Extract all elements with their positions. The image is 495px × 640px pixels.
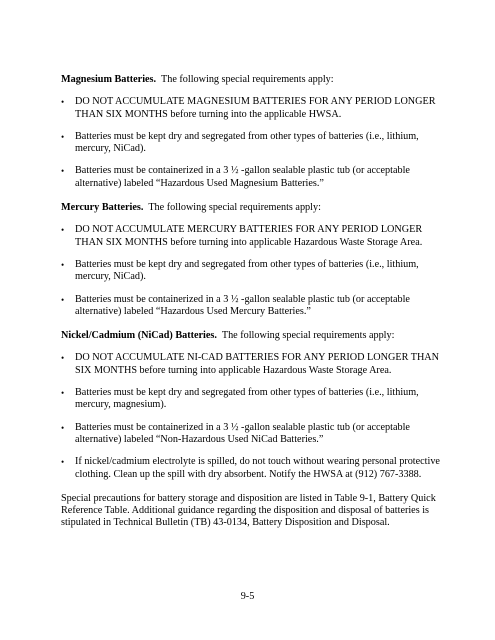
- bullet-icon: •: [61, 131, 65, 142]
- bullet-icon: •: [61, 259, 65, 270]
- section-intro-text: The following special requirements apply:: [221, 330, 395, 342]
- list-item: [61, 294, 441, 319]
- mercury-requirements-list: [61, 224, 441, 318]
- section-heading: Nickel/Cadmium (NiCad) Batteries.: [61, 330, 217, 342]
- bullet-icon: •: [61, 353, 65, 364]
- list-item-text: Batteries must be kept dry and segregated from other types of batteries (i.e., lithium, mercury, magnesium).: [75, 387, 419, 411]
- list-item-text: If nickel/cadmium electrolyte is spilled, do not touch without wearing personal protective clothing. Clean up the spill with dry absorbent. Notify the HWSA at (912) 767-3388.: [75, 456, 440, 480]
- bullet-icon: •: [61, 225, 65, 236]
- section-mercury-intro: [61, 202, 441, 214]
- section-heading: Magnesium Batteries.: [61, 74, 157, 85]
- section-intro-text: The following special requirements apply:: [161, 74, 334, 85]
- document-page: [61, 74, 441, 530]
- bullet-icon: •: [61, 457, 65, 468]
- list-item-text: Batteries must be containerized in a 3 ½ -gallon sealable plastic tub (or acceptable alternative) labeled “Hazardous Used Magnesium Batteries.”: [75, 165, 410, 189]
- bullet-icon: •: [61, 166, 65, 177]
- list-item: [61, 387, 441, 412]
- list-item-text: DO NOT ACCUMULATE MAGNESIUM BATTERIES FOR ANY PERIOD LONGER THAN SIX MONTHS before turning into the applicable HWSA.: [75, 96, 436, 120]
- magnesium-requirements-list: [61, 96, 441, 190]
- list-item: [61, 165, 441, 190]
- list-item: [61, 224, 441, 249]
- bullet-icon: •: [61, 388, 65, 399]
- list-item: [61, 456, 441, 481]
- bullet-icon: •: [61, 422, 65, 433]
- list-item-text: Batteries must be kept dry and segregated from other types of batteries (i.e., lithium, mercury, NiCad).: [75, 130, 419, 155]
- section-intro-text: The following special requirements apply:: [148, 202, 321, 214]
- list-item: [61, 131, 441, 156]
- list-item: [61, 96, 441, 121]
- section-magnesium-intro: [61, 74, 441, 86]
- bullet-icon: •: [61, 294, 65, 305]
- list-item-text: Batteries must be kept dry and segregated from other types of batteries (i.e., lithium, mercury, NiCad).: [75, 258, 419, 283]
- bullet-icon: •: [61, 97, 65, 108]
- page-number: 9-5: [240, 591, 255, 602]
- list-item-text: DO NOT ACCUMULATE NI-CAD BATTERIES FOR ANY PERIOD LONGER THAN SIX MONTHS before turning into applicable Hazardous Waste Storage Area.: [75, 352, 440, 376]
- list-item: [61, 352, 441, 377]
- section-nicad-intro: [61, 330, 441, 342]
- list-item: [61, 422, 441, 447]
- list-item-text: Batteries must be containerized in a 3 ½ -gallon sealable plastic tub (or acceptable alternative) labeled “Non-Hazardous Used NiCad Batteries.”: [75, 421, 410, 445]
- section-heading: Mercury Batteries.: [61, 202, 144, 214]
- closing-paragraph: Special precautions for battery storage and disposition are listed in Table 9-1, Battery Quick Reference Table. Additional guidance regarding the disposition and disposal of batteries is stipulated in Technical Bulletin (TB) 43-0134, Battery Disposition and Disposal.: [61, 492, 436, 529]
- list-item: [61, 259, 441, 284]
- list-item-text: DO NOT ACCUMULATE MERCURY BATTERIES FOR ANY PERIOD LONGER THAN SIX MONTHS before turning into applicable Hazardous Waste Storage Area.: [75, 224, 423, 248]
- list-item-text: Batteries must be containerized in a 3 ½ -gallon sealable plastic tub (or acceptable alternative) labeled “Hazardous Used Mercury Batteries.”: [75, 293, 410, 317]
- nicad-requirements-list: [61, 352, 441, 480]
